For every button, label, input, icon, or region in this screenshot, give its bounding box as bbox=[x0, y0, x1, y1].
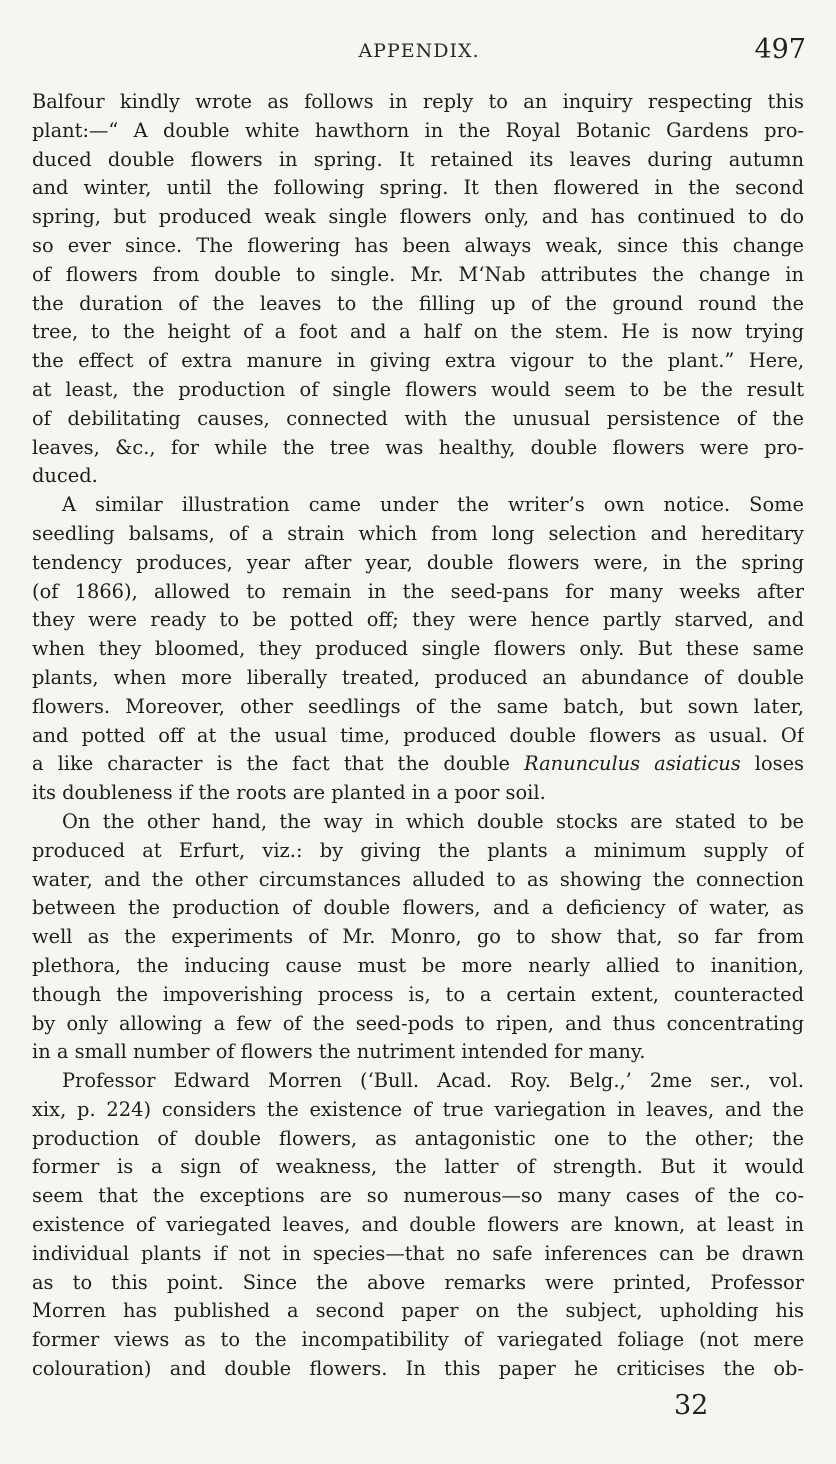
running-head bbox=[32, 34, 806, 74]
text-line: flowers. Moreover, other seedlings of the same batch, but sown later, bbox=[32, 694, 804, 718]
text-line: plethora, the inducing cause must be more nearly allied to inanition, bbox=[32, 953, 804, 977]
text-fragment: loses bbox=[740, 752, 804, 776]
text-line: by only allowing a few of the seed-pods to ripen, and thus concentrating bbox=[32, 1011, 804, 1035]
paragraph-balsams bbox=[32, 491, 804, 808]
text-line: A similar illustration came under the writer’s own notice. Some bbox=[62, 493, 804, 517]
text-line-with-italic bbox=[32, 750, 804, 779]
text-line: tendency produces, year after year, double flowers were, in the spring bbox=[32, 550, 804, 574]
text-line: former views as to the incompatibility of variegated foliage (not mere bbox=[32, 1328, 804, 1352]
text-line: and winter, until the following spring. It then flowered in the second bbox=[32, 176, 804, 200]
text-line: produced at Erfurt, viz.: by giving the plants a minimum supply of bbox=[32, 838, 804, 862]
text-line: existence of variegated leaves, and double flowers are known, at least in bbox=[32, 1213, 804, 1237]
text-line: between the production of double flowers, and a deficiency of water, as bbox=[32, 896, 804, 920]
text-line: and potted off at the usual time, produced double flowers as usual. Of bbox=[32, 723, 804, 747]
paragraph-erfurt bbox=[32, 808, 804, 1067]
signature-mark: 32 bbox=[674, 1390, 709, 1421]
text-line: tree, to the height of a foot and a half on the stem. He is now trying bbox=[32, 320, 804, 344]
text-line: seedling balsams, of a strain which from long selection and hereditary bbox=[32, 521, 804, 545]
text-line: at least, the production of single flowers would seem to be the result bbox=[32, 377, 804, 401]
text-line: plants, when more liberally treated, produced an abundance of double bbox=[32, 665, 804, 689]
text-line: duced double flowers in spring. It retained its leaves during autumn bbox=[32, 147, 804, 171]
text-line: colouration) and double flowers. In this paper he criticises the ob- bbox=[32, 1357, 804, 1381]
paragraph-hawthorn bbox=[32, 88, 804, 491]
text-line: water, and the other circumstances alluded to as showing the connection bbox=[32, 867, 804, 891]
text-line: leaves, &c., for while the tree was healthy, double flowers were pro- bbox=[32, 435, 804, 459]
text-line: spring, but produced weak single flowers only, and has continued to do bbox=[32, 205, 804, 229]
page-number: 497 bbox=[754, 34, 806, 65]
species-name: Ranunculus asiaticus bbox=[524, 752, 741, 776]
text-line: On the other hand, the way in which double stocks are stated to be bbox=[62, 809, 804, 833]
text-fragment: a like character is the fact that the double bbox=[32, 752, 525, 776]
text-line: Balfour kindly wrote as follows in reply to an inquiry respecting this bbox=[32, 90, 804, 113]
text-line: individual plants if not in species—that no safe inferences can be drawn bbox=[32, 1241, 804, 1265]
text-line: of debilitating causes, connected with the unusual persistence of the bbox=[32, 406, 804, 430]
text-line: production of double flowers, as antagonistic one to the other; the bbox=[32, 1126, 804, 1150]
text-line: (of 1866), allowed to remain in the seed-pans for many weeks after bbox=[32, 579, 804, 603]
text-line: they were ready to be potted off; they were hence partly starved, and bbox=[32, 608, 804, 632]
text-line: former is a sign of weakness, the latter of strength. But it would bbox=[32, 1155, 804, 1179]
text-line: when they bloomed, they produced single flowers only. But these same bbox=[32, 637, 804, 661]
text-line: so ever since. The flowering has been always weak, since this change bbox=[32, 233, 804, 257]
text-line: of flowers from double to single. Mr. M‘Nab attributes the change in bbox=[32, 262, 804, 286]
text-line: as to this point. Since the above remarks were printed, Professor bbox=[32, 1270, 804, 1294]
text-line: well as the experiments of Mr. Monro, go to show that, so far from bbox=[32, 925, 804, 949]
text-line: though the impoverishing process is, to a certain extent, counteracted bbox=[32, 982, 804, 1006]
text-line: duced. bbox=[32, 464, 98, 488]
text-line: plant:—“ A double white hawthorn in the Royal Botanic Gardens pro- bbox=[32, 118, 804, 142]
text-line: its doubleness if the roots are planted in a poor soil. bbox=[32, 781, 546, 805]
text-line: the duration of the leaves to the filling up of the ground round the bbox=[32, 291, 804, 315]
paragraph-morren bbox=[32, 1067, 804, 1384]
text-line: xix, p. 224) considers the existence of true variegation in leaves, and the bbox=[32, 1097, 804, 1121]
running-head-title: APPENDIX. bbox=[358, 40, 480, 62]
body-text bbox=[32, 88, 804, 1384]
text-line: Morren has published a second paper on the subject, upholding his bbox=[32, 1299, 804, 1323]
text-line: the effect of extra manure in giving extra vigour to the plant.” Here, bbox=[32, 349, 804, 373]
text-line: seem that the exceptions are so numerous—so many cases of the co- bbox=[32, 1184, 804, 1208]
text-line: Professor Edward Morren (‘Bull. Acad. Roy. Belg.,’ 2me ser., vol. bbox=[62, 1069, 804, 1093]
text-line: in a small number of flowers the nutriment intended for many. bbox=[32, 1040, 646, 1064]
